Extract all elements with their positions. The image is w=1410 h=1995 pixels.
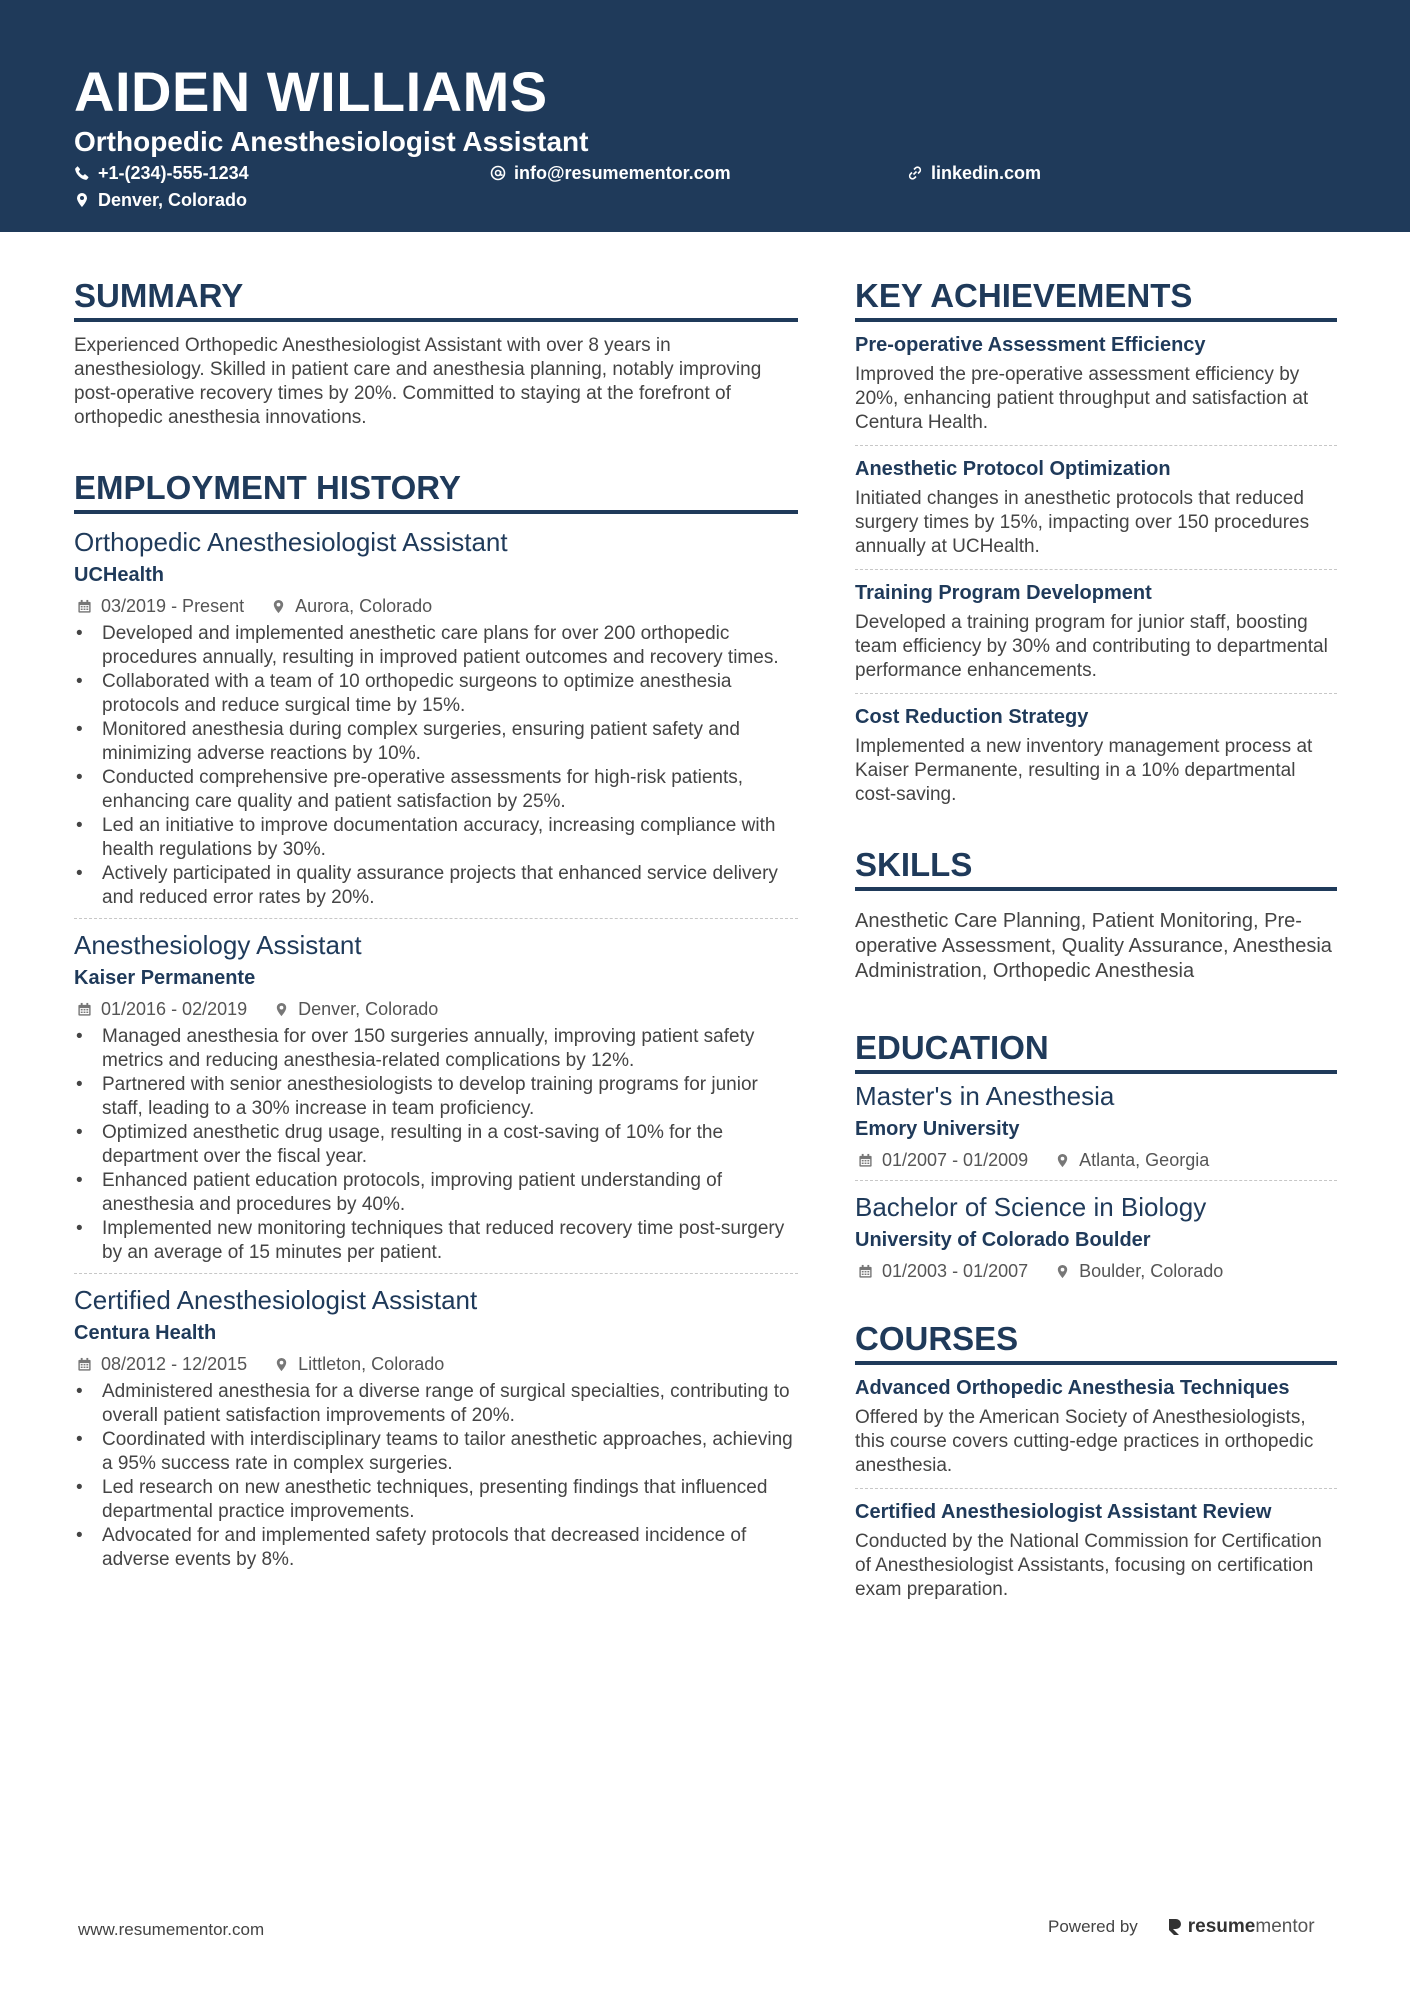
course-desc: Offered by the American Society of Anesthesiologists, this course covers cutting-edge practices in orthopedic anesthesia.	[855, 1407, 1314, 1476]
education-degree: Master's in Anesthesia	[855, 1081, 1115, 1111]
job-bullet: • Implemented new monitoring techniques that reduced recovery time post-surgery by an average of 15 minutes per patient.	[74, 1217, 798, 1265]
education-section	[855, 1028, 1337, 1291]
education-school: University of Colorado Boulder	[855, 1229, 1151, 1251]
phone-text: +1-(234)-555-1234	[98, 163, 249, 183]
course-item	[855, 1488, 1337, 1612]
contact-location	[74, 189, 247, 211]
skills-text: Anesthetic Care Planning, Patient Monitoring, Pre-operative Assessment, Quality Assurance, Anesthesia Administration, Orthopedic Anesthesia	[855, 910, 1332, 982]
map-pin-icon	[274, 1357, 289, 1372]
course-desc: Conducted by the National Commission for Certification of Anesthesiologist Assistants, focusing on certification exam preparation.	[855, 1531, 1322, 1600]
education-degree: Bachelor of Science in Biology	[855, 1192, 1207, 1222]
candidate-name: AIDEN WILLIAMS	[74, 60, 548, 123]
achievements-heading: KEY ACHIEVEMENTS	[855, 276, 1337, 322]
at-sign-icon	[490, 165, 506, 181]
job-company: Kaiser Permanente	[74, 967, 256, 989]
job-entry	[74, 1273, 798, 1572]
education-heading: EDUCATION	[855, 1028, 1337, 1074]
job-meta	[74, 1352, 798, 1376]
achievement-title: Training Program Development	[855, 582, 1152, 604]
resume-header	[0, 0, 1410, 232]
courses-heading: COURSES	[855, 1319, 1337, 1365]
job-location: Aurora, Colorado	[295, 596, 433, 616]
contact-email[interactable]	[490, 162, 731, 184]
job-title: Certified Anesthesiologist Assistant	[74, 1285, 478, 1315]
achievement-item	[855, 445, 1337, 569]
brand-name-light: mentor	[1255, 1916, 1315, 1937]
job-dates: 08/2012 - 12/2015	[101, 1354, 248, 1374]
job-bullet: • Developed and implemented anesthetic care plans for over 200 orthopedic procedures annually, resulting in improved patient outcomes and recovery times.	[74, 622, 798, 670]
summary-text: Experienced Orthopedic Anesthesiologist Assistant with over 8 years in anesthesiology. Skilled in patient care and anesthesia planning, notably improving post-operative recovery times by 20%. Committed to staying at the forefront of orthopedic anesthesia innovations.	[74, 335, 762, 428]
job-bullet: • Conducted comprehensive pre-operative assessments for high-risk patients, enhancing care quality and patient satisfaction by 25%.	[74, 766, 798, 814]
job-bullet: • Managed anesthesia for over 150 surgeries annually, improving patient safety metrics and reducing anesthesia-related complications by 12%.	[74, 1025, 798, 1073]
skills-section	[855, 845, 1337, 984]
job-company: Centura Health	[74, 1322, 217, 1344]
job-bullet: • Led an initiative to improve documentation accuracy, increasing compliance with health regulations by 30%.	[74, 814, 798, 862]
brand-logo[interactable]	[1166, 1916, 1315, 1938]
education-location: Atlanta, Georgia	[1079, 1150, 1210, 1170]
location-text: Denver, Colorado	[98, 190, 248, 210]
footer-website[interactable]: www.resumementor.com	[78, 1920, 265, 1939]
candidate-title: Orthopedic Anesthesiologist Assistant	[74, 126, 589, 157]
job-bullet: • Actively participated in quality assurance projects that enhanced service delivery and reduced error rates by 20%.	[74, 862, 798, 910]
achievement-title: Cost Reduction Strategy	[855, 706, 1089, 728]
course-title: Advanced Orthopedic Anesthesia Techniques	[855, 1377, 1290, 1399]
map-pin-icon	[74, 192, 90, 208]
achievement-item	[855, 322, 1337, 445]
courses-section	[855, 1319, 1337, 1612]
job-bullets	[74, 622, 798, 910]
email-text[interactable]: info@resumementor.com	[514, 163, 731, 183]
job-bullet: • Led research on new anesthetic techniques, presenting findings that influenced departmental practice improvements.	[74, 1476, 798, 1524]
powered-by-text: Powered by	[1048, 1917, 1138, 1936]
achievement-desc: Developed a training program for junior staff, boosting team efficiency by 30% and contributing to departmental performance enhancements.	[855, 612, 1328, 681]
skills-heading: SKILLS	[855, 845, 1337, 891]
contact-linkedin[interactable]	[907, 162, 1041, 184]
map-pin-icon	[1055, 1264, 1070, 1279]
job-dates: 01/2016 - 02/2019	[101, 999, 248, 1019]
map-pin-icon	[274, 1002, 289, 1017]
job-bullet: • Optimized anesthetic drug usage, resulting in a cost-saving of 10% for the department over the fiscal year.	[74, 1121, 798, 1169]
job-location: Littleton, Colorado	[298, 1354, 445, 1374]
job-title: Orthopedic Anesthesiologist Assistant	[74, 527, 508, 557]
achievement-desc: Implemented a new inventory management process at Kaiser Permanente, resulting in a 10% departmental cost-saving.	[855, 736, 1313, 805]
job-bullets	[74, 1025, 798, 1265]
achievement-item	[855, 693, 1337, 817]
job-title: Anesthesiology Assistant	[74, 930, 362, 960]
achievement-desc: Improved the pre-operative assessment efficiency by 20%, enhancing patient throughput and satisfaction at Centura Health.	[855, 364, 1309, 433]
education-dates: 01/2003 - 01/2007	[882, 1261, 1029, 1281]
calendar-icon	[77, 1002, 92, 1017]
phone-icon	[74, 165, 90, 181]
job-dates: 03/2019 - Present	[101, 596, 245, 616]
job-entry	[74, 526, 798, 910]
course-item	[855, 1365, 1337, 1488]
job-bullet: • Advocated for and implemented safety protocols that decreased incidence of adverse events by 8%.	[74, 1524, 798, 1572]
job-company: UCHealth	[74, 564, 165, 586]
linkedin-text[interactable]: linkedin.com	[931, 163, 1042, 183]
education-item	[855, 1180, 1337, 1291]
education-item	[855, 1074, 1337, 1180]
summary-section	[74, 276, 798, 430]
contact-phone	[74, 162, 249, 184]
job-location: Denver, Colorado	[298, 999, 439, 1019]
calendar-icon	[858, 1264, 873, 1279]
job-bullet: • Collaborated with a team of 10 orthopedic surgeons to optimize anesthesia protocols and reduce surgical time by 15%.	[74, 670, 798, 718]
right-column	[855, 276, 1337, 1612]
job-bullet: • Partnered with senior anesthesiologists to develop training programs for junior staff, leading to a 30% increase in team proficiency.	[74, 1073, 798, 1121]
job-bullet: • Monitored anesthesia during complex surgeries, ensuring patient safety and minimizing adverse reactions by 10%.	[74, 718, 798, 766]
job-entry	[74, 918, 798, 1265]
calendar-icon	[77, 1357, 92, 1372]
resumementor-logo-icon	[1166, 1917, 1184, 1937]
left-column	[74, 276, 798, 1572]
employment-heading: EMPLOYMENT HISTORY	[74, 468, 798, 514]
education-dates: 01/2007 - 01/2009	[882, 1150, 1029, 1170]
education-meta	[855, 1259, 1337, 1283]
job-bullet: • Administered anesthesia for a diverse range of surgical specialties, contributing to overall patient satisfaction improvements of 20%.	[74, 1380, 798, 1428]
job-bullets	[74, 1380, 798, 1572]
job-meta	[74, 594, 798, 618]
calendar-icon	[858, 1153, 873, 1168]
map-pin-icon	[271, 599, 286, 614]
job-meta	[74, 997, 798, 1021]
calendar-icon	[77, 599, 92, 614]
achievements-section	[855, 276, 1337, 817]
achievement-item	[855, 569, 1337, 693]
map-pin-icon	[1055, 1153, 1070, 1168]
achievement-desc: Initiated changes in anesthetic protocols that reduced surgery times by 15%, impacting over 150 procedures annually at UCHealth.	[855, 488, 1310, 557]
job-bullet: • Enhanced patient education protocols, improving patient understanding of anesthesia and procedures by 40%.	[74, 1169, 798, 1217]
education-location: Boulder, Colorado	[1079, 1261, 1224, 1281]
brand-name-bold: resume	[1187, 1916, 1256, 1937]
summary-heading: SUMMARY	[74, 276, 798, 322]
job-bullet: • Coordinated with interdisciplinary teams to tailor anesthetic approaches, achieving a 95% success rate in complex surgeries.	[74, 1428, 798, 1476]
education-school: Emory University	[855, 1118, 1020, 1140]
course-title: Certified Anesthesiologist Assistant Review	[855, 1501, 1272, 1523]
education-meta	[855, 1148, 1337, 1172]
link-icon	[907, 165, 923, 181]
footer-branding	[1048, 1916, 1315, 1938]
achievement-title: Pre-operative Assessment Efficiency	[855, 334, 1206, 356]
achievement-title: Anesthetic Protocol Optimization	[855, 458, 1171, 480]
employment-section	[74, 468, 798, 1572]
